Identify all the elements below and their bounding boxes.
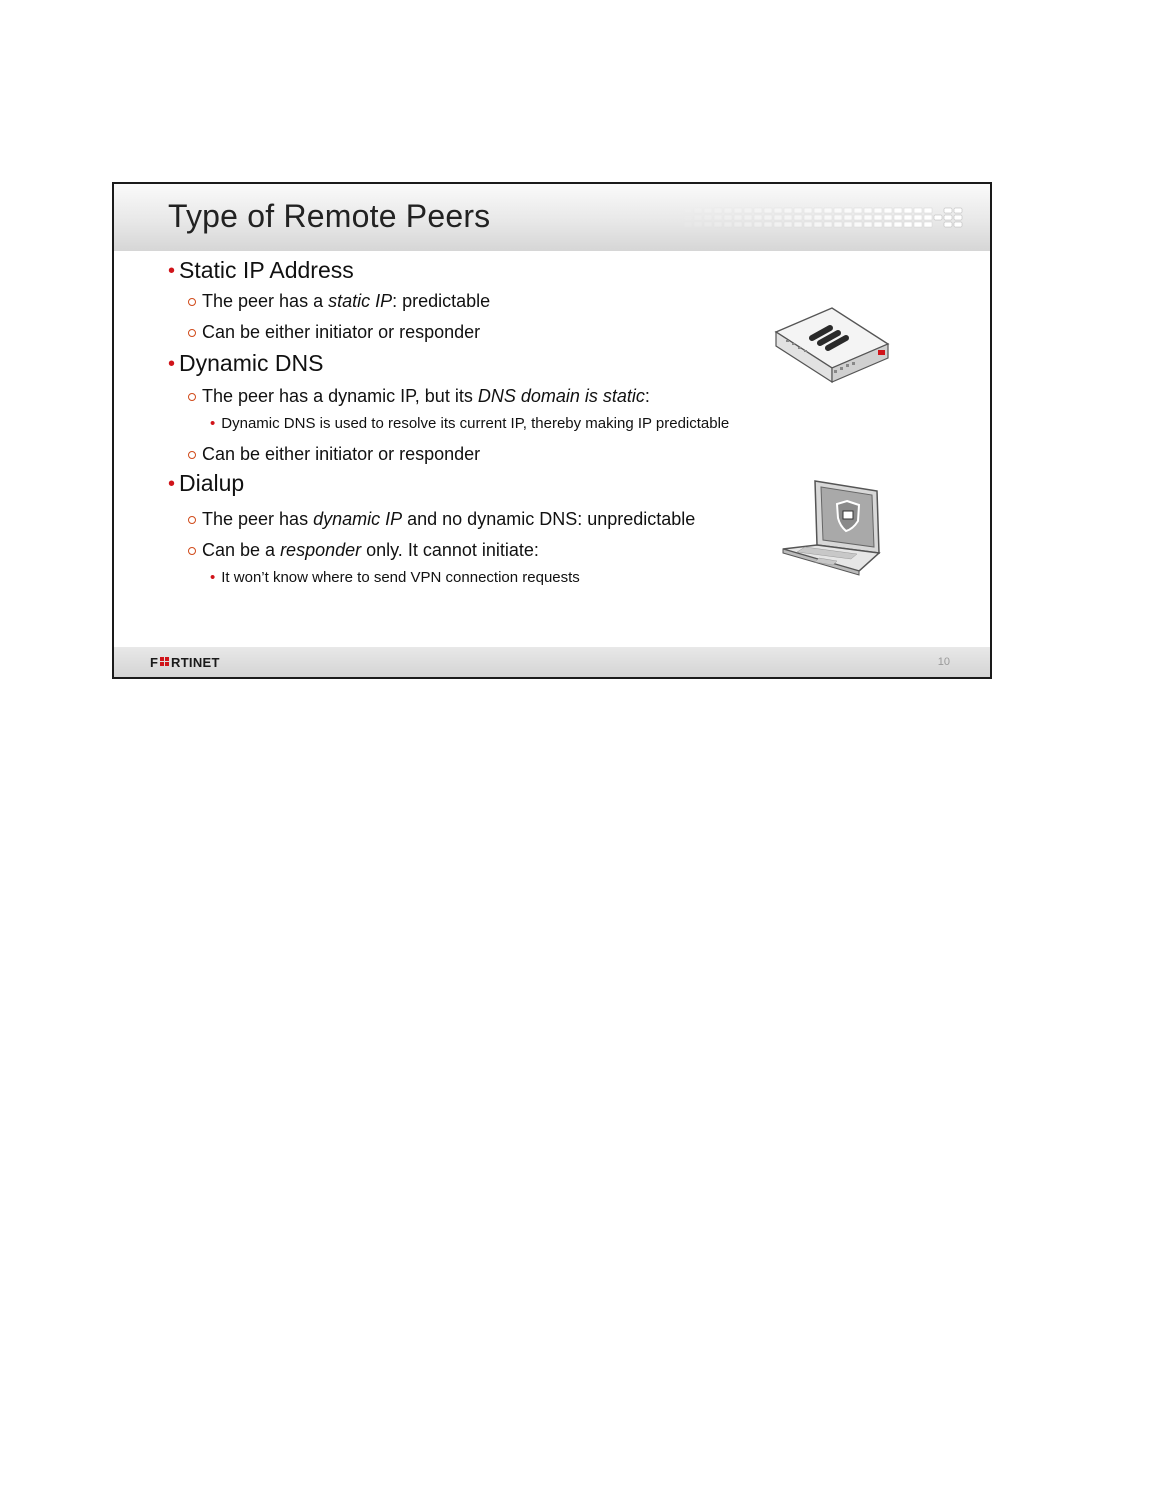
bullet-icon xyxy=(188,329,196,337)
bullet-text: only. It cannot initiate: xyxy=(361,540,539,560)
bullet-icon: • xyxy=(168,473,176,495)
bullet-icon xyxy=(188,516,196,524)
sub-bullet xyxy=(188,540,539,561)
header-pattern-icon xyxy=(664,206,972,228)
bullet-icon: • xyxy=(210,569,216,586)
svg-text:F: F xyxy=(150,655,159,669)
laptop-shield-icon xyxy=(779,467,891,587)
bullet-text: DNS domain is static xyxy=(477,386,645,406)
sub-bullet xyxy=(188,291,490,312)
bullet-text: and no dynamic DNS: unpredictable xyxy=(402,509,696,529)
firewall-appliance-icon xyxy=(774,304,892,392)
bullet-icon xyxy=(188,393,196,401)
sub-bullet xyxy=(188,444,480,465)
sub-sub-bullet xyxy=(210,569,580,586)
svg-text:RTINET: RTINET xyxy=(171,655,220,669)
slide-title: Type of Remote Peers xyxy=(168,198,491,234)
bullet-heading xyxy=(168,470,244,497)
bullet-text: Static IP Address xyxy=(179,257,354,283)
bullet-text: Dynamic DNS is used to resolve its current IP, thereby making IP predictable xyxy=(221,415,730,432)
slide xyxy=(112,182,992,679)
bullet-text: The peer has xyxy=(202,509,314,529)
bullet-text: Can be a xyxy=(202,540,281,560)
bullet-icon: • xyxy=(168,260,176,282)
bullet-text: dynamic IP xyxy=(313,509,403,529)
bullet-icon xyxy=(188,298,196,306)
bullet-text: Can be either initiator or responder xyxy=(202,322,481,342)
sub-sub-bullet xyxy=(210,415,729,432)
bullet-text: : predictable xyxy=(392,291,491,311)
fortinet-logo xyxy=(150,655,228,669)
bullet-icon: • xyxy=(168,353,176,375)
bullet-heading xyxy=(168,350,323,377)
bullet-text: The peer has a xyxy=(202,291,329,311)
slide-header xyxy=(114,184,990,251)
bullet-text: It won’t know where to send VPN connection requests xyxy=(221,569,580,586)
bullet-text: Dialup xyxy=(179,470,245,496)
sub-bullet xyxy=(188,509,695,530)
bullet-text: responder xyxy=(280,540,362,560)
sub-bullet xyxy=(188,386,650,407)
bullet-text: : xyxy=(644,386,650,406)
bullet-text: static IP xyxy=(328,291,393,311)
bullet-icon: • xyxy=(210,415,216,432)
bullet-text: The peer has a dynamic IP, but its xyxy=(202,386,478,406)
slide-footer xyxy=(114,647,990,677)
bullet-icon xyxy=(188,547,196,555)
bullet-text: Dynamic DNS xyxy=(179,350,324,376)
bullet-icon xyxy=(188,451,196,459)
bullet-heading xyxy=(168,257,354,284)
sub-bullet xyxy=(188,322,480,343)
bullet-text: Can be either initiator or responder xyxy=(202,444,481,464)
page-number: 10 xyxy=(937,656,950,668)
